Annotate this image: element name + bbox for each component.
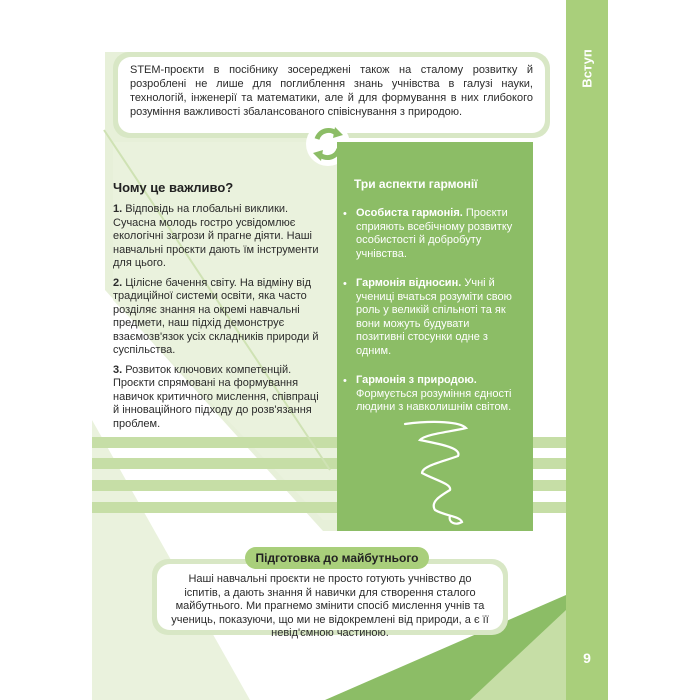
harmony-item-2-text: Учні й учениці вчаться розуміти свою роль у великій спільноті та як вони можуть будувати позитивні стосунки одне з одним. — [356, 277, 512, 357]
why-important-title: Чому це важливо? — [113, 180, 234, 195]
sidebar-title: Вступ — [579, 48, 595, 88]
harmony-item-2-lead: Гармонія відносин. — [356, 277, 462, 289]
why-item-1-text: Сучасна молодь гостро усвідомлює екологічні загрози й прагне діяти. Наші навчальні проєкти дають їм інструменти для цього. — [113, 216, 319, 269]
why-important-section — [113, 180, 323, 442]
harmony-title: Три аспекти гармонії — [354, 177, 478, 191]
harmony-list — [343, 207, 516, 415]
harmony-item-1-lead: Особиста гармонія. — [356, 207, 463, 219]
page-number: 9 — [583, 650, 591, 666]
why-item-3-text: Проєкти спрямовані на формування навичок критичного мислення, співпраці й інноваційного підходу до розв'язання проблем. — [113, 377, 319, 430]
future-title: Підготовка до майбутнього — [245, 547, 429, 569]
harmony-item-1 — [343, 207, 516, 261]
bullet-dot-icon: • — [343, 375, 347, 387]
sidebar-tab — [566, 0, 608, 700]
harmony-item-3-text: Формується розуміння єдності людини з навколишнім світом. — [356, 387, 512, 413]
bullet-dot-icon: • — [343, 208, 347, 220]
why-item-2-text: На відміну від традиційної системи освіти, яка часто розділяє знання на окремі навчальні предмети, наш підхід демонструє взаємозв'язок усіх складників природи й суспільства. — [113, 276, 319, 356]
why-item-2-lead: Цілісне бачення світу. — [125, 276, 237, 289]
harmony-item-3-lead: Гармонія з природою. — [356, 374, 477, 386]
intro-text: STEM-проєкти в посібнику зосереджені також на сталому розвитку й розроблені не лише для поглиблення знань учнівства в галузі науки, технологій, інженерії та математики, але й для формування в них глибокого розуміння важливості збалансованого співіснування з природою. — [118, 57, 545, 133]
why-item-3-lead: Розвиток ключових компетенцій. — [125, 363, 292, 376]
why-item-2-num: 2. — [113, 276, 123, 289]
why-item-1-lead: Відповідь на глобальні виклики. — [125, 203, 289, 215]
harmony-item-3 — [343, 374, 516, 415]
spiral-scribble-icon — [400, 418, 490, 528]
bullet-dot-icon: • — [343, 278, 347, 290]
why-item-1 — [113, 203, 323, 271]
future-text: Наші навчальні проєкти не просто готують учнівство до іспитів, а дають знання й навички для створення сталого майбутнього. Ми прагнемо змінити спосіб мислення учнів та учениць, показуючи, що ми не відокремлені від природи, а є її невід'ємною частиною. — [157, 564, 503, 630]
sidebar-title-wrap — [566, 28, 608, 108]
why-item-1-num: 1. — [113, 203, 123, 215]
harmony-item-1-text: Проєкти сприяють всебічному розвитку особистості й добробуту учнівства. — [356, 207, 513, 260]
why-item-3 — [113, 364, 323, 432]
harmony-item-2 — [343, 277, 516, 358]
why-item-2 — [113, 277, 323, 358]
why-item-3-num: 3. — [113, 363, 123, 376]
